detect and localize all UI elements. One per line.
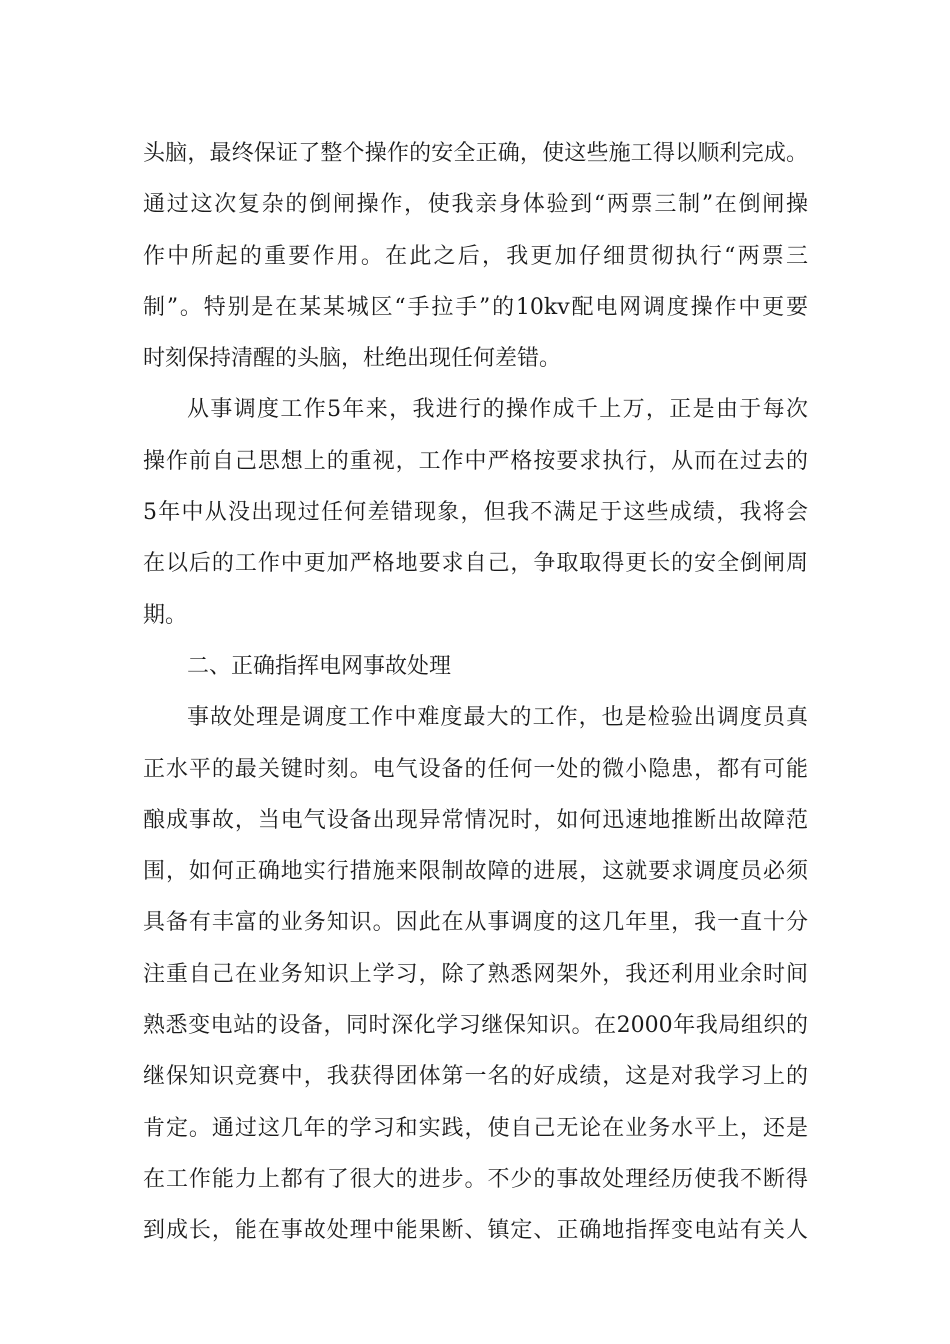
body-text: [143, 128, 808, 1257]
paragraph-first-line: 从事调度工作5年来，我进行的操作成千上万，正是由于每次: [187, 397, 808, 423]
text-line: 头脑，最终保证了整个操作的安全正确，使这些施工得以顺利完成。: [143, 141, 808, 166]
text-line: 作中所起的重要作用。在此之后，我更加仔细贯彻执行“两票三: [143, 243, 808, 269]
text-line: 在工作能力上都有了很大的进步。不少的事故处理经历使我不断得: [143, 1166, 808, 1192]
paragraph-first-line: 事故处理是调度工作中难度最大的工作，也是检验出调度员真: [187, 705, 808, 731]
text-line: 熟悉变电站的设备，同时深化学习继保知识。在2000年我局组织的: [143, 1013, 808, 1039]
text-line: 注重自己在业务知识上学习，除了熟悉网架外，我还利用业余时间: [143, 961, 808, 987]
text-line: 到成长，能在事故处理中能果断、镇定、正确地指挥变电站有关人: [143, 1218, 808, 1244]
text-line: 酿成事故，当电气设备出现异常情况时，如何迅速地推断出故障范: [143, 807, 808, 833]
text-line: 制”。特别是在某某城区“手拉手”的10kv配电网调度操作中更要: [143, 294, 808, 320]
text-line: 正水平的最关键时刻。电气设备的任何一处的微小隐患，都有可能: [143, 756, 808, 782]
text-line: 期。: [143, 602, 188, 628]
text-line: 时刻保持清醒的头脑，杜绝出现任何差错。: [143, 346, 562, 372]
section-heading: 二、正确指挥电网事故处理: [187, 653, 452, 679]
text-line: 5年中从没出现过任何差错现象，但我不满足于这些成绩，我将会: [143, 500, 808, 526]
text-line: 肯定。通过这几年的学习和实践，使自己无论在业务水平上，还是: [143, 1115, 808, 1141]
text-line: 在以后的工作中更加严格地要求自己，争取取得更长的安全倒闸周: [143, 551, 808, 577]
text-line: 继保知识竞赛中，我获得团体第一名的好成绩，这是对我学习上的: [143, 1064, 808, 1090]
text-line: 通过这次复杂的倒闸操作，使我亲身体验到“两票三制”在倒闸操: [143, 192, 808, 218]
text-line: 操作前自己思想上的重视，工作中严格按要求执行，从而在过去的: [143, 448, 808, 474]
text-line: 围，如何正确地实行措施来限制故障的进展，这就要求调度员必须: [143, 859, 808, 885]
text-line: 具备有丰富的业务知识。因此在从事调度的这几年里，我一直十分: [143, 910, 808, 936]
